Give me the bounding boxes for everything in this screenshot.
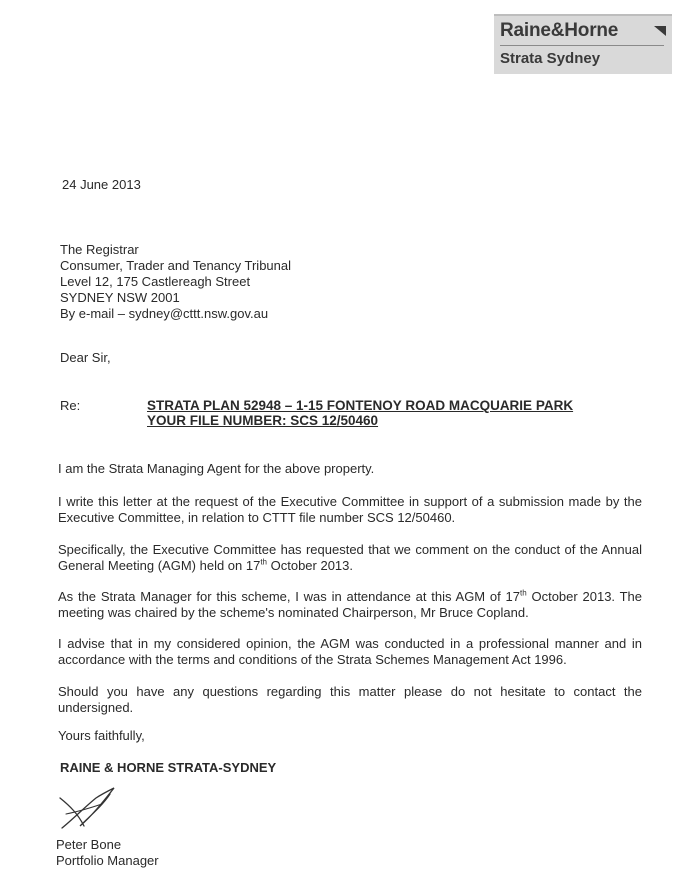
logo-name: Raine&Horne (500, 20, 619, 41)
letter-date: 24 June 2013 (62, 177, 141, 192)
logo-subtitle: Strata Sydney (500, 50, 601, 67)
body-paragraph-2: I write this letter at the request of the Executive Committee in support of a submission made by the Executive Committee, in relation to CTTT file number SCS 12/50460. (58, 494, 642, 525)
logo-divider (500, 45, 664, 46)
body-paragraph-4: As the Strata Manager for this scheme, I was in attendance at this AGM of 17th October 2013. The meeting was chaired by the scheme's nominated Chairperson, Mr Bruce Copland. (58, 588, 642, 620)
re-subject (147, 398, 573, 428)
logo-flag-icon (654, 26, 666, 36)
body-paragraph-6: Should you have any questions regarding this matter please do not hesitate to contact the undersigned. (58, 684, 642, 715)
recipient-line: Level 12, 175 Castlereagh Street (60, 274, 251, 289)
re-label: Re: (60, 398, 81, 413)
company-name: RAINE & HORNE STRATA-SYDNEY (60, 760, 277, 775)
re-subject-line1: STRATA PLAN 52948 – 1-15 FONTENOY ROAD MACQUARIE PARK (147, 398, 574, 413)
signature-image (56, 784, 120, 837)
signatory-title: Portfolio Manager (56, 853, 159, 868)
re-subject-line2: YOUR FILE NUMBER: SCS 12/50460 (147, 413, 379, 428)
recipient-line: The Registrar (60, 242, 139, 257)
body-paragraph-3: Specifically, the Executive Committee has requested that we comment on the conduct of the Annual General Meeting (AGM) held on 17th October 2013. (58, 542, 642, 573)
company-logo (494, 14, 672, 74)
recipient-line: By e-mail – sydney@cttt.nsw.gov.au (60, 306, 269, 321)
recipient-line: SYDNEY NSW 2001 (60, 290, 180, 305)
body-paragraph-5: I advise that in my considered opinion, the AGM was conducted in a professional manner and in accordance with the terms and conditions of the Strata Schemes Management Act 1996. (58, 636, 642, 667)
recipient-address (60, 242, 291, 322)
recipient-line: Consumer, Trader and Tenancy Tribunal (60, 258, 292, 273)
salutation: Dear Sir, (60, 350, 111, 365)
body-paragraph-1: I am the Strata Managing Agent for the above property. (58, 461, 375, 476)
closing: Yours faithfully, (58, 728, 145, 743)
signatory-name: Peter Bone (56, 837, 122, 852)
